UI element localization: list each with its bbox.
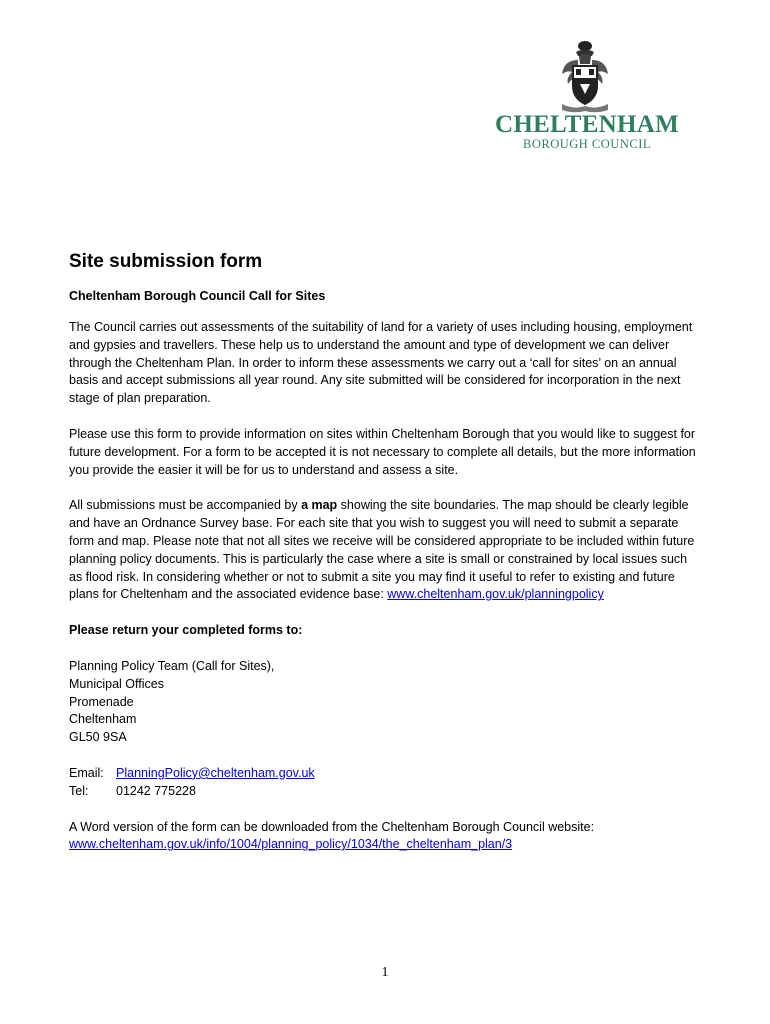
intro-paragraph: The Council carries out assessments of the suitability of land for a variety of uses including housing, employment and gypsies and travellers. These help us to understand the amount and type of development we can deliver through the Cheltenham Plan. In order to inform these assessments we carry out a ‘call for sites’ on an annual basis and accept submissions all year round. Any site submitted will be considered for incorporation in the next stage of plan preparation. [69,320,693,406]
map-paragraph-text-2: showing the site boundaries. The map should be clearly legible and have an Ordnance Survey base. For each site that you wish to suggest you will need to submit a separate form and map. Please note that not all sites we receive will be considered appropriate to be included within future planning policy documents. This is particularly the case where a site is small or constrained by local issues such as flood risk. In considering whether or not to submit a site you may find it useful to refer to existing and future plans for Cheltenham and the associated evidence base: [69,498,695,602]
page-number: 1 [381,965,389,980]
page-title: Site submission form [69,251,263,272]
coat-of-arms-icon [554,40,616,114]
email-label: Email: [69,765,104,780]
document-body [69,249,699,854]
usage-paragraph: Please use this form to provide information on sites within Cheltenham Borough that you would like to suggest for future development. For a form to be accepted it is not necessary to complete all details, but the more information you provide the easier it will be for us to understand and assess a site. [69,426,696,477]
address-line: Cheltenham [69,712,137,727]
tel-row [69,783,699,801]
word-version-link[interactable]: www.cheltenham.gov.uk/info/1004/planning_policy/1034/the_cheltenham_plan/3 [69,837,513,852]
postal-address [69,658,699,747]
planning-policy-link[interactable]: www.cheltenham.gov.uk/planningpolicy [387,587,604,602]
logo-name: CHELTENHAM [494,111,680,138]
address-line: GL50 9SA [69,730,127,745]
map-emphasis: a map [301,498,338,513]
council-logo [482,40,692,152]
map-paragraph [69,497,699,604]
email-row [69,765,699,783]
address-line: Municipal Offices [69,676,164,691]
map-paragraph-text-1: All submissions must be accompanied by [69,498,302,513]
address-line: Promenade [69,694,134,709]
return-heading: Please return your completed forms to: [69,623,303,638]
contact-details [69,765,699,801]
address-line: Planning Policy Team (Call for Sites), [69,658,275,673]
tel-label: Tel: [69,783,89,798]
email-link[interactable]: PlanningPolicy@cheltenham.gov.uk [116,765,315,780]
logo-subtitle: BOROUGH COUNCIL [523,137,651,151]
section-subtitle: Cheltenham Borough Council Call for Sites [69,289,326,303]
tel-number: 01242 775228 [116,783,196,798]
word-version-text: A Word version of the form can be downloaded from the Cheltenham Borough Council website: [69,819,595,834]
